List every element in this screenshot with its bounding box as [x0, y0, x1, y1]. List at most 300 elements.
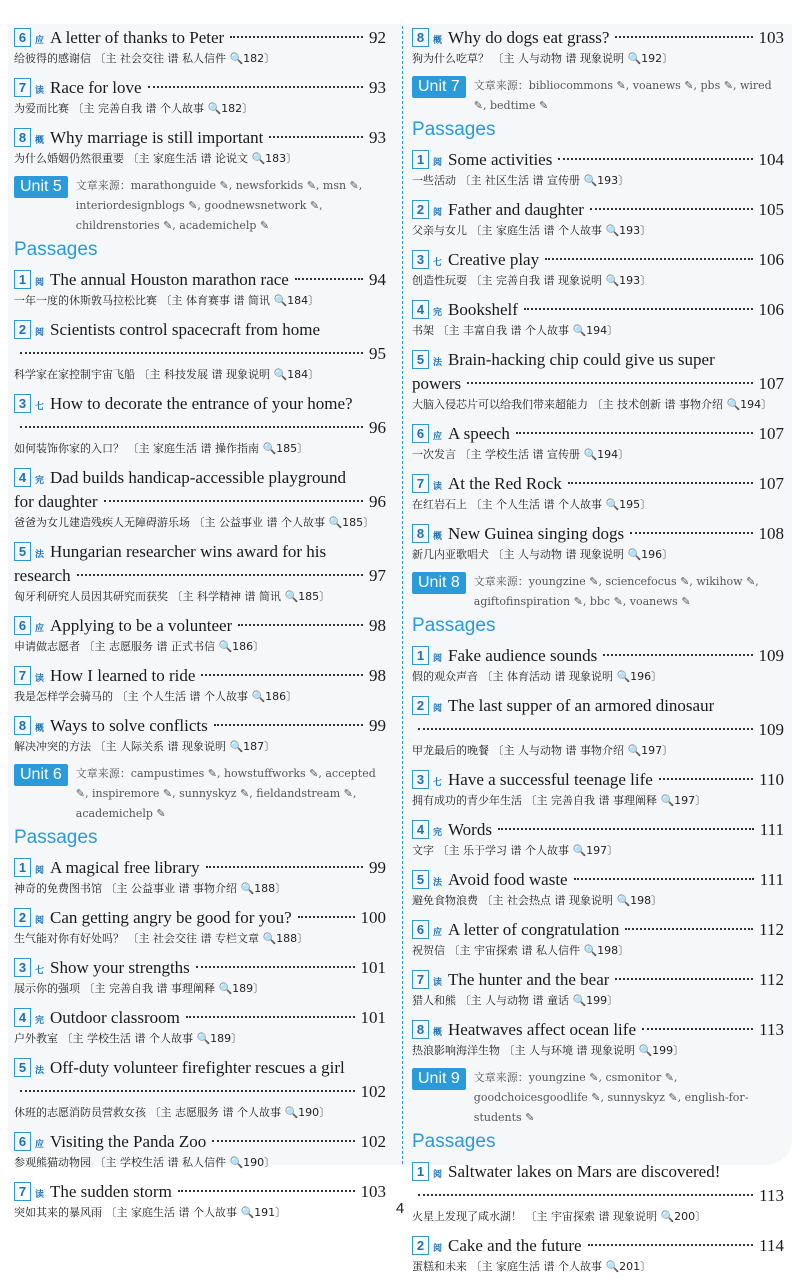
toc-entry-line [412, 1018, 784, 1042]
toc-entry-line-2 [14, 416, 386, 440]
entry-title: The annual Houston marathon race [50, 270, 289, 289]
leader-dots [269, 136, 363, 138]
toc-entry-line [14, 1056, 386, 1080]
entry-chinese-subtitle: 展示你的强项 〔主 完善自我 谱 事理阐释 🔍189〕 [14, 982, 265, 995]
entry-title: The sudden storm [50, 1182, 172, 1201]
entry-chinese-subtitle: 科学家在家控制宇宙飞船 〔主 科技发展 谱 现象说明 🔍184〕 [14, 368, 320, 381]
entry-page: 103 [360, 1182, 386, 1201]
entry-chinese-subtitle: 避免食物浪费 〔主 社会热点 谱 现象说明 🔍198〕 [412, 894, 663, 907]
entry-chinese-subtitle: 为爱而比赛 〔主 完善自我 谱 个人故事 🔍182〕 [14, 102, 254, 115]
entry-type-icon: 概 [34, 724, 44, 734]
toc-entry[interactable] [14, 1006, 386, 1048]
entry-type-icon: 读 [432, 978, 442, 988]
leader-dots [524, 308, 753, 310]
entry-type-icon: 概 [432, 532, 442, 542]
toc-entry-line-2 [14, 490, 386, 514]
entry-title: Some activities [448, 150, 553, 169]
entry-page: 111 [759, 870, 784, 889]
entry-page: 96 [369, 492, 386, 511]
leader-dots [206, 866, 363, 868]
toc-column-left [14, 26, 386, 1230]
entry-chinese-subtitle: 甲龙最后的晚餐 〔主 人与动物 谱 事物介绍 🔍197〕 [412, 744, 674, 757]
toc-entry[interactable] [412, 644, 784, 686]
leader-dots [295, 278, 363, 280]
entry-title: Applying to be a volunteer [50, 616, 233, 635]
entry-title: New Guinea singing dogs [448, 524, 625, 543]
entry-page: 105 [758, 200, 784, 219]
leader-dots [196, 966, 355, 968]
entry-page: 107 [758, 474, 784, 493]
entry-title: Outdoor classroom [50, 1008, 180, 1027]
entry-number: 1 [14, 270, 31, 289]
leader-dots [625, 928, 753, 930]
entry-type-icon: 应 [34, 1140, 44, 1150]
leader-dots [20, 352, 363, 354]
passages-heading: Passages [412, 1131, 496, 1152]
toc-entry[interactable] [412, 472, 784, 514]
leader-dots [148, 86, 363, 88]
entry-number: 2 [412, 200, 429, 219]
entry-page: 104 [758, 150, 784, 169]
entry-type-icon: 读 [34, 1190, 44, 1200]
entry-title: Scientists control spacecraft from home [50, 320, 321, 339]
toc-entry[interactable] [412, 522, 784, 564]
entry-chinese-subtitle: 火星上发现了咸水湖！ 〔主 宇宙探索 谱 现象说明 🔍200〕 [412, 1210, 707, 1223]
toc-entry-line [14, 268, 386, 292]
unit-label: Unit 8 [412, 572, 466, 594]
toc-entry-line [412, 26, 784, 50]
entry-title: Cake and the future [448, 1236, 582, 1255]
toc-entry-line [14, 466, 386, 490]
entry-page: 98 [369, 616, 386, 635]
toc-entry[interactable] [14, 392, 386, 458]
entry-type-icon: 概 [34, 136, 44, 146]
entry-number: 3 [14, 394, 31, 413]
entry-number: 2 [14, 320, 31, 339]
entry-chinese-subtitle: 狗为什么吃草？ 〔主 人与动物 谱 现象说明 🔍192〕 [412, 52, 674, 65]
toc-entry-line [412, 298, 784, 322]
entry-page: 93 [369, 128, 386, 147]
entry-number: 7 [14, 666, 31, 685]
toc-entry[interactable] [14, 614, 386, 656]
entry-number: 1 [412, 150, 429, 169]
toc-entry-line [14, 76, 386, 100]
toc-entry[interactable] [14, 906, 386, 948]
entry-title: The last supper of an armored dinosaur [448, 696, 715, 715]
toc-entry-line-2 [412, 372, 784, 396]
toc-entry[interactable] [412, 768, 784, 810]
toc-entry-line [412, 644, 784, 668]
entry-title: A speech [448, 424, 510, 443]
entry-title-line1: Brain-hacking chip could give us super [448, 350, 715, 369]
entry-number: 2 [412, 696, 429, 715]
entry-chinese-subtitle: 书架 〔主 丰富自我 谱 个人故事 🔍194〕 [412, 324, 619, 337]
toc-entry[interactable] [412, 968, 784, 1010]
entry-number: 5 [412, 870, 429, 889]
toc-column-right [412, 26, 784, 1284]
passages-heading: Passages [412, 615, 496, 636]
toc-entry[interactable] [412, 148, 784, 190]
leader-dots [498, 828, 754, 830]
entry-page: 96 [369, 418, 386, 437]
entry-type-icon: 读 [34, 674, 44, 684]
toc-entry[interactable] [412, 868, 784, 910]
entry-type-icon: 七 [34, 966, 44, 976]
entry-number: 7 [412, 474, 429, 493]
entry-title: Have a successful teenage life [448, 770, 653, 789]
entry-chinese-subtitle: 解决冲突的方法 〔主 人际关系 谱 现象说明 🔍187〕 [14, 740, 276, 753]
entry-page: 108 [758, 524, 784, 543]
leader-dots [545, 258, 752, 260]
toc-entry-line [14, 26, 386, 50]
entry-title-line1: Hungarian researcher wins award for his [50, 542, 327, 561]
entry-title: Ways to solve conflicts [50, 716, 208, 735]
toc-entry-line [412, 918, 784, 942]
unit-label: Unit 5 [14, 176, 68, 198]
entry-chinese-subtitle: 生气能对你有好处吗？ 〔主 社会交往 谱 专栏文章 🔍188〕 [14, 932, 309, 945]
leader-dots [467, 382, 752, 384]
toc-entry[interactable] [14, 1130, 386, 1172]
entry-type-icon: 法 [432, 878, 442, 888]
page-number: 4 [395, 1200, 405, 1217]
entry-number: 7 [412, 970, 429, 989]
entry-page: 106 [758, 300, 784, 319]
toc-entry-line [412, 1160, 784, 1184]
toc-entry-line [14, 318, 386, 342]
toc-entry[interactable] [412, 818, 784, 860]
toc-entry-line-2 [14, 564, 386, 588]
toc-entry-line [14, 540, 386, 564]
entry-title: Father and daughter [448, 200, 584, 219]
entry-type-icon: 应 [34, 36, 44, 46]
unit-header [412, 1068, 784, 1128]
entry-number: 4 [412, 820, 429, 839]
entry-title: How to decorate the entrance of your home? [50, 394, 353, 413]
toc-entry-line [412, 248, 784, 272]
entry-number: 2 [14, 908, 31, 927]
entry-chinese-subtitle: 热浪影响海洋生物 〔主 人与环境 谱 现象说明 🔍199〕 [412, 1044, 685, 1057]
toc-entry[interactable] [14, 714, 386, 756]
entry-type-icon: 法 [432, 358, 442, 368]
entry-page: 112 [759, 970, 784, 989]
entry-page: 100 [360, 908, 386, 927]
leader-dots [298, 916, 355, 918]
toc-entry-line-2 [412, 718, 784, 742]
toc-entry[interactable] [14, 26, 386, 68]
column-divider [402, 26, 403, 1164]
entry-number: 5 [412, 350, 429, 369]
entry-type-icon: 七 [432, 778, 442, 788]
leader-dots [201, 674, 363, 676]
unit-header [14, 764, 386, 824]
toc-entry[interactable] [412, 26, 784, 68]
entry-page: 106 [758, 250, 784, 269]
entry-type-icon: 阅 [432, 704, 442, 714]
toc-entry-line-2 [14, 1080, 386, 1104]
entry-page: 98 [369, 666, 386, 685]
toc-entry[interactable] [14, 318, 386, 384]
entry-title: Can getting angry be good for you? [50, 908, 292, 927]
leader-dots [588, 1244, 754, 1246]
toc-entry-line [14, 126, 386, 150]
passages-heading: Passages [14, 239, 98, 260]
unit-source: 文章来源：youngzine ✎, csmonitor ✎, goodchoicesgoodlife ✎, sunnyskyz ✎, english-for-students ✎ [473, 1071, 749, 1124]
entry-chinese-subtitle: 一些活动 〔主 社区生活 谱 宣传册 🔍193〕 [412, 174, 630, 187]
entry-chinese-subtitle: 祝贺信 〔主 宇宙探索 谱 私人信件 🔍198〕 [412, 944, 630, 957]
entry-chinese-subtitle: 户外教室 〔主 学校生活 谱 个人故事 🔍189〕 [14, 1032, 243, 1045]
entry-chinese-subtitle: 参观熊猫动物园 〔主 学校生活 谱 私人信件 🔍190〕 [14, 1156, 276, 1169]
entry-number: 8 [14, 716, 31, 735]
leader-dots [615, 978, 753, 980]
entry-number: 6 [14, 616, 31, 635]
entry-title-line2: research [14, 566, 71, 585]
entry-page: 113 [759, 1186, 784, 1205]
unit-header [14, 176, 386, 236]
toc-entry[interactable] [14, 664, 386, 706]
entry-number: 5 [14, 1058, 31, 1077]
entry-chinese-subtitle: 拥有成功的青少年生活 〔主 完善自我 谱 事理阐释 🔍197〕 [412, 794, 707, 807]
entry-page: 102 [360, 1132, 386, 1151]
toc-entry[interactable] [412, 1018, 784, 1060]
entry-title: How I learned to ride [50, 666, 196, 685]
toc-entry-line-2 [14, 342, 386, 366]
leader-dots [20, 426, 363, 428]
unit-label: Unit 6 [14, 764, 68, 786]
entry-page: 109 [758, 720, 784, 739]
entry-chinese-subtitle: 文字 〔主 乐于学习 谱 个人故事 🔍197〕 [412, 844, 619, 857]
entry-number: 5 [14, 542, 31, 561]
entry-title: The hunter and the bear [448, 970, 610, 989]
entry-number: 4 [14, 1008, 31, 1027]
entry-title: Heatwaves affect ocean life [448, 1020, 636, 1039]
entry-number: 1 [14, 858, 31, 877]
toc-entry-line [412, 422, 784, 446]
leader-dots [104, 500, 363, 502]
entry-number: 1 [412, 646, 429, 665]
toc-entry-line [14, 906, 386, 930]
toc-entry-line [412, 868, 784, 892]
entry-number: 6 [412, 920, 429, 939]
entry-type-icon: 阅 [34, 916, 44, 926]
entry-title-line2: for daughter [14, 492, 98, 511]
entry-page: 99 [369, 716, 386, 735]
entry-page: 94 [369, 270, 386, 289]
entry-title: Off-duty volunteer firefighter rescues a girl [50, 1058, 345, 1077]
entry-title: Why marriage is still important [50, 128, 264, 147]
entry-chinese-subtitle: 给彼得的感谢信 〔主 社会交往 谱 私人信件 🔍182〕 [14, 52, 276, 65]
entry-type-icon: 阅 [432, 654, 442, 664]
entry-number: 6 [14, 1132, 31, 1151]
entry-type-icon: 阅 [432, 1244, 442, 1254]
entry-page: 107 [758, 424, 784, 443]
toc-entry-line [14, 714, 386, 738]
entry-chinese-subtitle: 爸爸为女儿建造残疾人无障碍游乐场 〔主 公益事业 谱 个人故事 🔍185〕 [14, 516, 375, 529]
entry-page: 95 [369, 344, 386, 363]
entry-type-icon: 阅 [432, 1170, 442, 1180]
toc-entry[interactable] [412, 348, 784, 414]
toc-entry[interactable] [412, 298, 784, 340]
leader-dots [558, 158, 752, 160]
leader-dots [230, 36, 363, 38]
entry-chinese-subtitle: 在红岩石上 〔主 个人生活 谱 个人故事 🔍195〕 [412, 498, 652, 511]
toc-entry-line [412, 522, 784, 546]
entry-number: 3 [14, 958, 31, 977]
toc-entry-line [14, 1130, 386, 1154]
unit-source: 文章来源：marathonguide ✎, newsforkids ✎, msn ✎, interiordesignblogs ✎, goodnewsnetwork ✎, childrenstories ✎, academichelp ✎ [75, 179, 363, 232]
entry-title: Fake audience sounds [448, 646, 598, 665]
entry-title-line2: powers [412, 374, 462, 393]
leader-dots [568, 482, 753, 484]
toc-entry[interactable] [412, 1234, 784, 1276]
toc-entry[interactable] [14, 956, 386, 998]
toc-entry[interactable] [14, 540, 386, 606]
entry-chinese-subtitle: 蛋糕和未来 〔主 家庭生活 谱 个人故事 🔍201〕 [412, 1260, 652, 1273]
toc-entry[interactable] [14, 76, 386, 118]
leader-dots [574, 878, 754, 880]
entry-type-icon: 法 [34, 1066, 44, 1076]
toc-entry-line [412, 1234, 784, 1258]
entry-title: Creative play [448, 250, 540, 269]
entry-chinese-subtitle: 新几内亚歌唱犬 〔主 人与动物 谱 现象说明 🔍196〕 [412, 548, 674, 561]
leader-dots [642, 1028, 753, 1030]
entry-type-icon: 应 [34, 624, 44, 634]
unit-header [412, 76, 784, 116]
unit-source: 文章来源：campustimes ✎, howstuffworks ✎, accepted ✎, inspiremore ✎, sunnyskyz ✎, fieldandstream ✎, academichelp ✎ [75, 767, 376, 820]
passages-heading: Passages [14, 827, 98, 848]
leader-dots [212, 1140, 354, 1142]
entry-page: 111 [759, 820, 784, 839]
entry-number: 6 [412, 424, 429, 443]
entry-page: 107 [758, 374, 784, 393]
toc-entry[interactable] [14, 466, 386, 532]
entry-page: 103 [758, 28, 784, 47]
entry-type-icon: 概 [432, 1028, 442, 1038]
entry-title: Avoid food waste [448, 870, 568, 889]
entry-type-icon: 七 [34, 402, 44, 412]
entry-title: Race for love [50, 78, 142, 97]
entry-type-icon: 概 [432, 36, 442, 46]
leader-dots [615, 36, 752, 38]
entry-page: 114 [759, 1236, 784, 1255]
entry-page: 93 [369, 78, 386, 97]
entry-title: Why do dogs eat grass? [448, 28, 610, 47]
entry-title: A magical free library [50, 858, 200, 877]
toc-entry-line [14, 1006, 386, 1030]
leader-dots [603, 654, 752, 656]
leader-dots [659, 778, 753, 780]
entry-type-icon: 读 [432, 482, 442, 492]
leader-dots [77, 574, 363, 576]
entry-title: Saltwater lakes on Mars are discovered! [448, 1162, 721, 1181]
entry-number: 8 [412, 524, 429, 543]
toc-entry[interactable] [14, 126, 386, 168]
entry-number: 7 [14, 78, 31, 97]
entry-number: 7 [14, 1182, 31, 1201]
toc-entry[interactable] [412, 918, 784, 960]
entry-number: 8 [14, 128, 31, 147]
entry-title: Words [448, 820, 492, 839]
toc-entry[interactable] [14, 268, 386, 310]
entry-chinese-subtitle: 匈牙利研究人员因其研究而获奖 〔主 科学精神 谱 简讯 🔍185〕 [14, 590, 331, 603]
entry-chinese-subtitle: 休班的志愿消防员营救女孩 〔主 志愿服务 谱 个人故事 🔍190〕 [14, 1106, 331, 1119]
toc-entry-line [14, 856, 386, 880]
leader-dots [630, 532, 752, 534]
entry-title: Bookshelf [448, 300, 518, 319]
entry-chinese-subtitle: 父亲与女儿 〔主 家庭生活 谱 个人故事 🔍193〕 [412, 224, 652, 237]
leader-dots [20, 1090, 355, 1092]
entry-page: 97 [369, 566, 386, 585]
entry-chinese-subtitle: 猎人和熊 〔主 人与动物 谱 童话 🔍199〕 [412, 994, 619, 1007]
toc-entry-line [412, 198, 784, 222]
unit-source: 文章来源：bibliocommons ✎, voanews ✎, pbs ✎, wired ✎, bedtime ✎ [473, 79, 772, 112]
entry-type-icon: 阅 [34, 278, 44, 288]
entry-number: 8 [412, 1020, 429, 1039]
toc-entry[interactable] [412, 694, 784, 760]
toc-entry-line [412, 148, 784, 172]
unit-source: 文章来源：youngzine ✎, sciencefocus ✎, wikihow ✎, agiftofinspiration ✎, bbc ✎, voanews ✎ [473, 575, 759, 608]
entry-type-icon: 完 [432, 828, 442, 838]
entry-type-icon: 法 [34, 550, 44, 560]
entry-number: 8 [412, 28, 429, 47]
leader-dots [178, 1190, 355, 1192]
entry-number: 3 [412, 250, 429, 269]
entry-chinese-subtitle: 一次发言 〔主 学校生活 谱 宣传册 🔍194〕 [412, 448, 630, 461]
entry-type-icon: 应 [432, 928, 442, 938]
entry-chinese-subtitle: 假的观众声音 〔主 体育活动 谱 现象说明 🔍196〕 [412, 670, 663, 683]
leader-dots [590, 208, 753, 210]
entry-chinese-subtitle: 为什么婚姻仍然很重要 〔主 家庭生活 谱 论说文 🔍183〕 [14, 152, 298, 165]
entry-type-icon: 阅 [34, 866, 44, 876]
toc-entry-line [14, 614, 386, 638]
entry-chinese-subtitle: 神奇的免费图书馆 〔主 公益事业 谱 事物介绍 🔍188〕 [14, 882, 287, 895]
toc-entry-line [412, 694, 784, 718]
entry-number: 3 [412, 770, 429, 789]
leader-dots [418, 1194, 753, 1196]
entry-type-icon: 完 [34, 476, 44, 486]
toc-entry-line [14, 392, 386, 416]
entry-type-icon: 读 [34, 86, 44, 96]
entry-page: 101 [360, 1008, 386, 1027]
entry-title: A letter of thanks to Peter [50, 28, 225, 47]
entry-type-icon: 七 [432, 258, 442, 268]
entry-type-icon: 完 [432, 308, 442, 318]
entry-title: Show your strengths [50, 958, 190, 977]
toc-entry[interactable] [14, 1056, 386, 1122]
entry-chinese-subtitle: 如何装饰你家的入口？ 〔主 家庭生活 谱 操作指南 🔍185〕 [14, 442, 309, 455]
toc-entry-line [14, 664, 386, 688]
toc-entry[interactable] [412, 422, 784, 464]
entry-page: 99 [369, 858, 386, 877]
toc-entry[interactable] [14, 856, 386, 898]
entry-number: 4 [14, 468, 31, 487]
entry-title: Visiting the Panda Zoo [50, 1132, 207, 1151]
toc-entry-line [412, 348, 784, 372]
toc-entry[interactable] [412, 248, 784, 290]
toc-entry[interactable] [412, 198, 784, 240]
leader-dots [516, 432, 753, 434]
entry-page: 92 [369, 28, 386, 47]
entry-chinese-subtitle: 一年一度的休斯敦马拉松比赛 〔主 体育赛事 谱 简讯 🔍184〕 [14, 294, 320, 307]
unit-label: Unit 7 [412, 76, 466, 98]
entry-page: 102 [360, 1082, 386, 1101]
entry-number: 2 [412, 1236, 429, 1255]
entry-type-icon: 阅 [432, 158, 442, 168]
entry-page: 112 [759, 920, 784, 939]
entry-page: 101 [360, 958, 386, 977]
leader-dots [186, 1016, 355, 1018]
leader-dots [214, 724, 363, 726]
entry-page: 110 [759, 770, 784, 789]
